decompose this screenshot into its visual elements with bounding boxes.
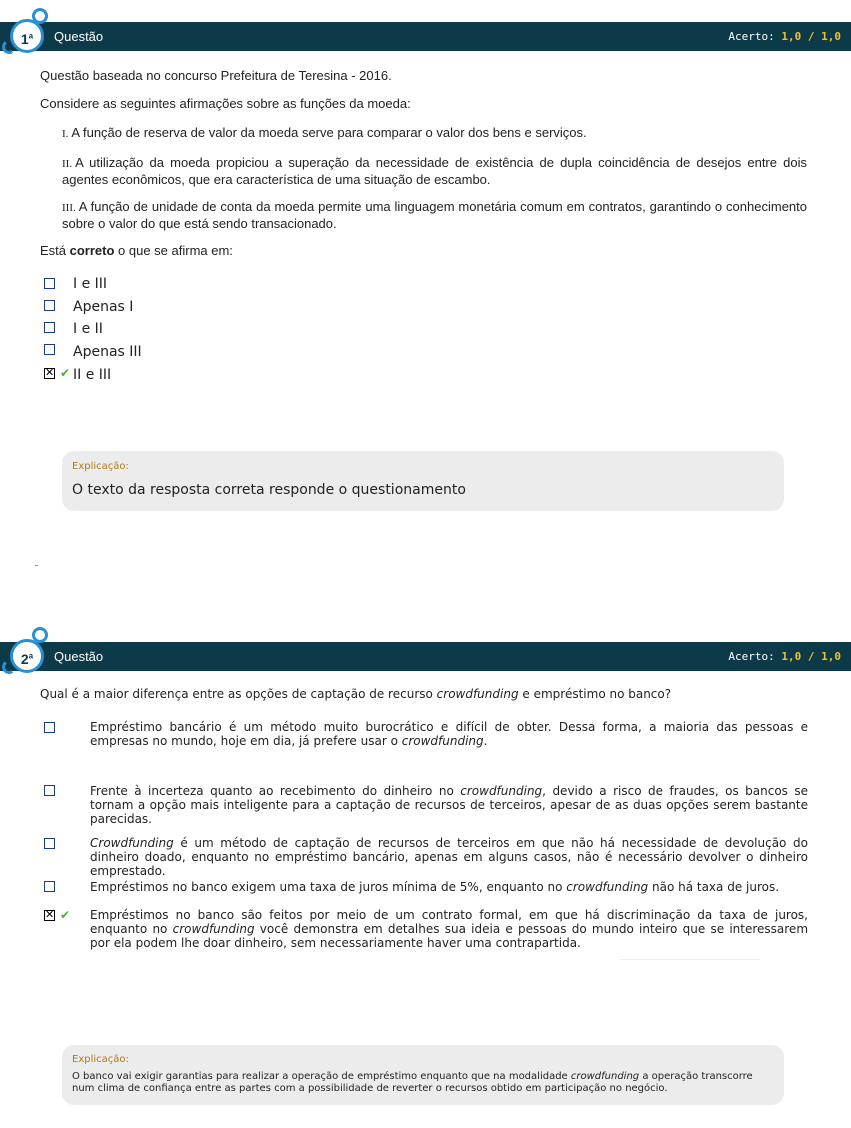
question-2-title: Questão [54,649,104,664]
question-2-header [0,642,851,671]
option-5-label[interactable]: II e III [73,367,112,383]
question-1-question: Está correto o que se afirma em: [40,243,233,258]
option-5-checkbox[interactable] [44,910,55,921]
option-2-checkbox[interactable] [44,785,55,796]
question-1-prompt: Considere as seguintes afirmações sobre as funções da moeda: [40,96,411,111]
option-2-checkbox[interactable] [44,300,55,311]
option-1-checkbox[interactable] [44,722,55,733]
option-1-label[interactable]: I e III [73,276,108,292]
question-1-intro: Questão baseada no concurso Prefeitura de Teresina - 2016. [40,68,392,83]
option-2-label[interactable]: Frente à incerteza quanto ao recebimento do dinheiro no crowdfunding, devido a risco de fraudes, os bancos se tornam a opção mais inteligente para a captação de recursos de terceiros, apesar de as duas opções serem bastante parecidas. [90,784,809,826]
question-2-score: 1,0 / 1,0 [781,650,841,663]
statement-1: I. A função de reserva de valor da moeda serve para comparar o valor dos bens e serviços. [62,125,587,140]
option-4-checkbox[interactable] [44,344,55,355]
question-1-explanation [62,451,784,511]
statement-3: III. A função de unidade de conta da moeda permite uma linguagem monetária comum em contratos, garantindo o conhecimento sobre o valor do que está sendo transacionado. [62,199,807,231]
question-1-header [0,22,851,51]
option-3-checkbox[interactable] [44,322,55,333]
option-4-label[interactable]: Empréstimos no banco exigem uma taxa de juros mínima de 5%, enquanto no crowdfunding não há taxa de juros. [90,880,780,894]
option-1-label[interactable]: Empréstimo bancário é um método muito burocrático e difícil de obter. Dessa forma, a maioria das pessoas e empresas no mundo, hoje em dia, já prefere usar o crowdfunding. [90,720,808,748]
question-1-score: 1,0 / 1,0 [781,30,841,43]
statement-2: II. A utilização da moeda propiciou a superação da necessidade de existência de dupla coincidência de desejos entre dois agentes econômicos, que era característica de uma situação de escambo. [62,155,807,187]
checkmark-icon: ✔ [60,908,71,922]
question-2-explanation [62,1045,784,1105]
decorative-mark [35,565,38,566]
option-5-label[interactable]: Empréstimos no banco são feitos por meio de um contrato formal, em que há discriminação da taxa de juros, enquanto no crowdfunding você demonstra em detalhes sua ideia e pessoas do mundo inteiro que se interessarem por ela podem lhe doar dinheiro, sem necessariamente haver uma contrapartida. [90,908,809,950]
checkmark-icon: ✔ [60,366,71,380]
option-3-label[interactable]: Crowdfunding é um método de captação de recursos de terceiros em que não há necessidade de devolução do dinheiro doado, enquanto no empréstimo bancário, apenas em alguns casos, não é necessário devolver o dinheiro emprestado. [90,836,808,878]
question-1-number-badge: 1$^a$ [10,19,44,53]
divider [620,959,760,960]
question-2-acerto: Acerto: 1,0 / 1,0 [728,650,841,663]
option-4-checkbox[interactable] [44,881,55,892]
option-1-checkbox[interactable] [44,278,55,289]
explanation-text: O texto da resposta correta responde o questionamento [72,482,466,498]
explanation-label: Explicação: [72,461,129,472]
question-2-number-badge: 2$^a$ [10,639,44,673]
question-1-acerto: Acerto: 1,0 / 1,0 [728,30,841,43]
option-3-label[interactable]: I e II [73,321,103,337]
explanation-text: O banco vai exigir garantias para realizar a operação de empréstimo enquanto que na modalidade crowdfunding a operação transcorre num clima de confiança entre as partes com a possibilidade de reverter o recursos obtido em participação no negócio. [72,1071,753,1094]
option-3-checkbox[interactable] [44,838,55,849]
option-2-label[interactable]: Apenas I [73,299,134,315]
option-5-checkbox[interactable] [44,368,55,379]
question-1-title: Questão [54,29,104,44]
explanation-label: Explicação: [72,1054,129,1065]
question-2-prompt: Qual é a maior diferença entre as opções de captação de recurso crowdfunding e empréstimo no banco? [40,687,672,701]
option-4-label[interactable]: Apenas III [73,344,142,360]
